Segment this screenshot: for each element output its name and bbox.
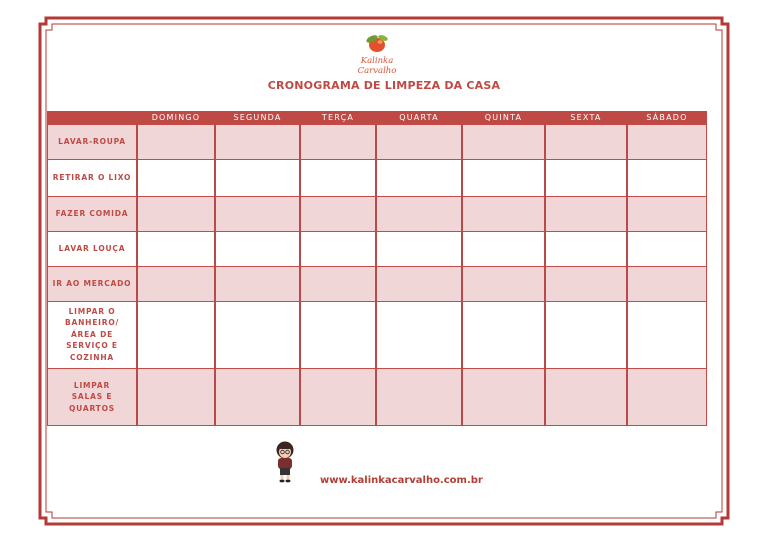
column-divider (47, 124, 48, 426)
schedule-cell[interactable] (215, 266, 300, 301)
row-divider (47, 159, 707, 160)
task-label: LIMPAR SALAS E QUARTOS (69, 380, 115, 413)
task-label: IR AO MERCADO (52, 278, 132, 288)
schedule-cell[interactable] (627, 159, 707, 196)
apple-icon (342, 30, 412, 58)
page-title: CRONOGRAMA DE LIMPEZA DA CASA (267, 79, 501, 92)
schedule-cell[interactable] (627, 301, 707, 368)
column-divider (461, 124, 463, 426)
schedule-cell[interactable] (627, 196, 707, 231)
schedule-cell[interactable] (137, 266, 215, 301)
schedule-cell[interactable] (376, 301, 462, 368)
schedule-cell[interactable] (462, 124, 545, 159)
task-label: LAVAR-ROUPA (58, 136, 126, 146)
girl-character-icon (274, 441, 296, 483)
column-divider (375, 124, 377, 426)
logo-text: Kalinka Carvalho (357, 56, 397, 76)
schedule-cell[interactable] (215, 159, 300, 196)
schedule-cell[interactable] (545, 159, 627, 196)
schedule-cell[interactable] (462, 301, 545, 368)
schedule-cell[interactable] (545, 266, 627, 301)
schedule-cell[interactable] (215, 231, 300, 266)
schedule-cell[interactable] (300, 124, 376, 159)
schedule-cell[interactable] (137, 196, 215, 231)
schedule-cell[interactable] (545, 231, 627, 266)
schedule-cell[interactable] (545, 124, 627, 159)
schedule-cell[interactable] (462, 368, 545, 426)
day-column-header: SEXTA (570, 113, 602, 122)
row-divider (47, 231, 707, 232)
day-column-header: SÁBADO (646, 113, 688, 122)
schedule-cell[interactable] (545, 368, 627, 426)
schedule-cell[interactable] (300, 266, 376, 301)
schedule-cell[interactable] (215, 196, 300, 231)
schedule-cell[interactable] (376, 266, 462, 301)
task-label: LIMPAR O BANHEIRO/ÁREA DE SERVIÇO E COZINHA (64, 306, 120, 362)
schedule-cell[interactable] (137, 231, 215, 266)
schedule-cell[interactable] (137, 301, 215, 368)
schedule-cell[interactable] (462, 231, 545, 266)
row-divider (47, 266, 707, 267)
row-divider (47, 301, 707, 302)
schedule-cell[interactable] (376, 368, 462, 426)
column-divider (214, 124, 216, 426)
schedule-cell[interactable] (376, 196, 462, 231)
task-label: FAZER COMIDA (55, 208, 129, 218)
day-column-header: SEGUNDA (233, 113, 282, 122)
column-divider (544, 124, 546, 426)
schedule-cell[interactable] (137, 159, 215, 196)
schedule-cell[interactable] (462, 266, 545, 301)
schedule-cell[interactable] (215, 301, 300, 368)
schedule-cell[interactable] (300, 196, 376, 231)
schedule-cell[interactable] (462, 159, 545, 196)
schedule-cell[interactable] (627, 124, 707, 159)
schedule-cell[interactable] (215, 368, 300, 426)
task-label: LAVAR LOUÇA (58, 243, 126, 253)
schedule-cell[interactable] (376, 159, 462, 196)
schedule-cell[interactable] (376, 124, 462, 159)
task-label: RETIRAR O LIXO (52, 172, 132, 182)
brand-logo (342, 30, 412, 76)
column-divider (626, 124, 628, 426)
day-column-header: DOMINGO (151, 113, 201, 122)
row-divider (47, 124, 707, 125)
schedule-cell[interactable] (215, 124, 300, 159)
schedule-cell[interactable] (300, 159, 376, 196)
column-divider (299, 124, 301, 426)
schedule-cell[interactable] (137, 124, 215, 159)
schedule-cell[interactable] (376, 231, 462, 266)
schedule-cell[interactable] (300, 301, 376, 368)
schedule-cell[interactable] (545, 301, 627, 368)
website-link[interactable]: www.kalinkacarvalho.com.br (320, 475, 483, 486)
schedule-cell[interactable] (545, 196, 627, 231)
schedule-cell[interactable] (137, 368, 215, 426)
schedule-cell[interactable] (627, 231, 707, 266)
day-column-header: QUINTA (484, 113, 523, 122)
day-column-header: QUARTA (399, 113, 439, 122)
schedule-cell[interactable] (300, 368, 376, 426)
schedule-cell[interactable] (462, 196, 545, 231)
schedule-cell[interactable] (627, 368, 707, 426)
schedule-cell[interactable] (300, 231, 376, 266)
column-divider (136, 124, 138, 426)
row-divider (47, 368, 707, 369)
schedule-cell[interactable] (627, 266, 707, 301)
column-divider (706, 124, 707, 426)
row-divider (47, 425, 707, 426)
row-divider (47, 196, 707, 197)
day-column-header: TERÇA (321, 113, 355, 122)
